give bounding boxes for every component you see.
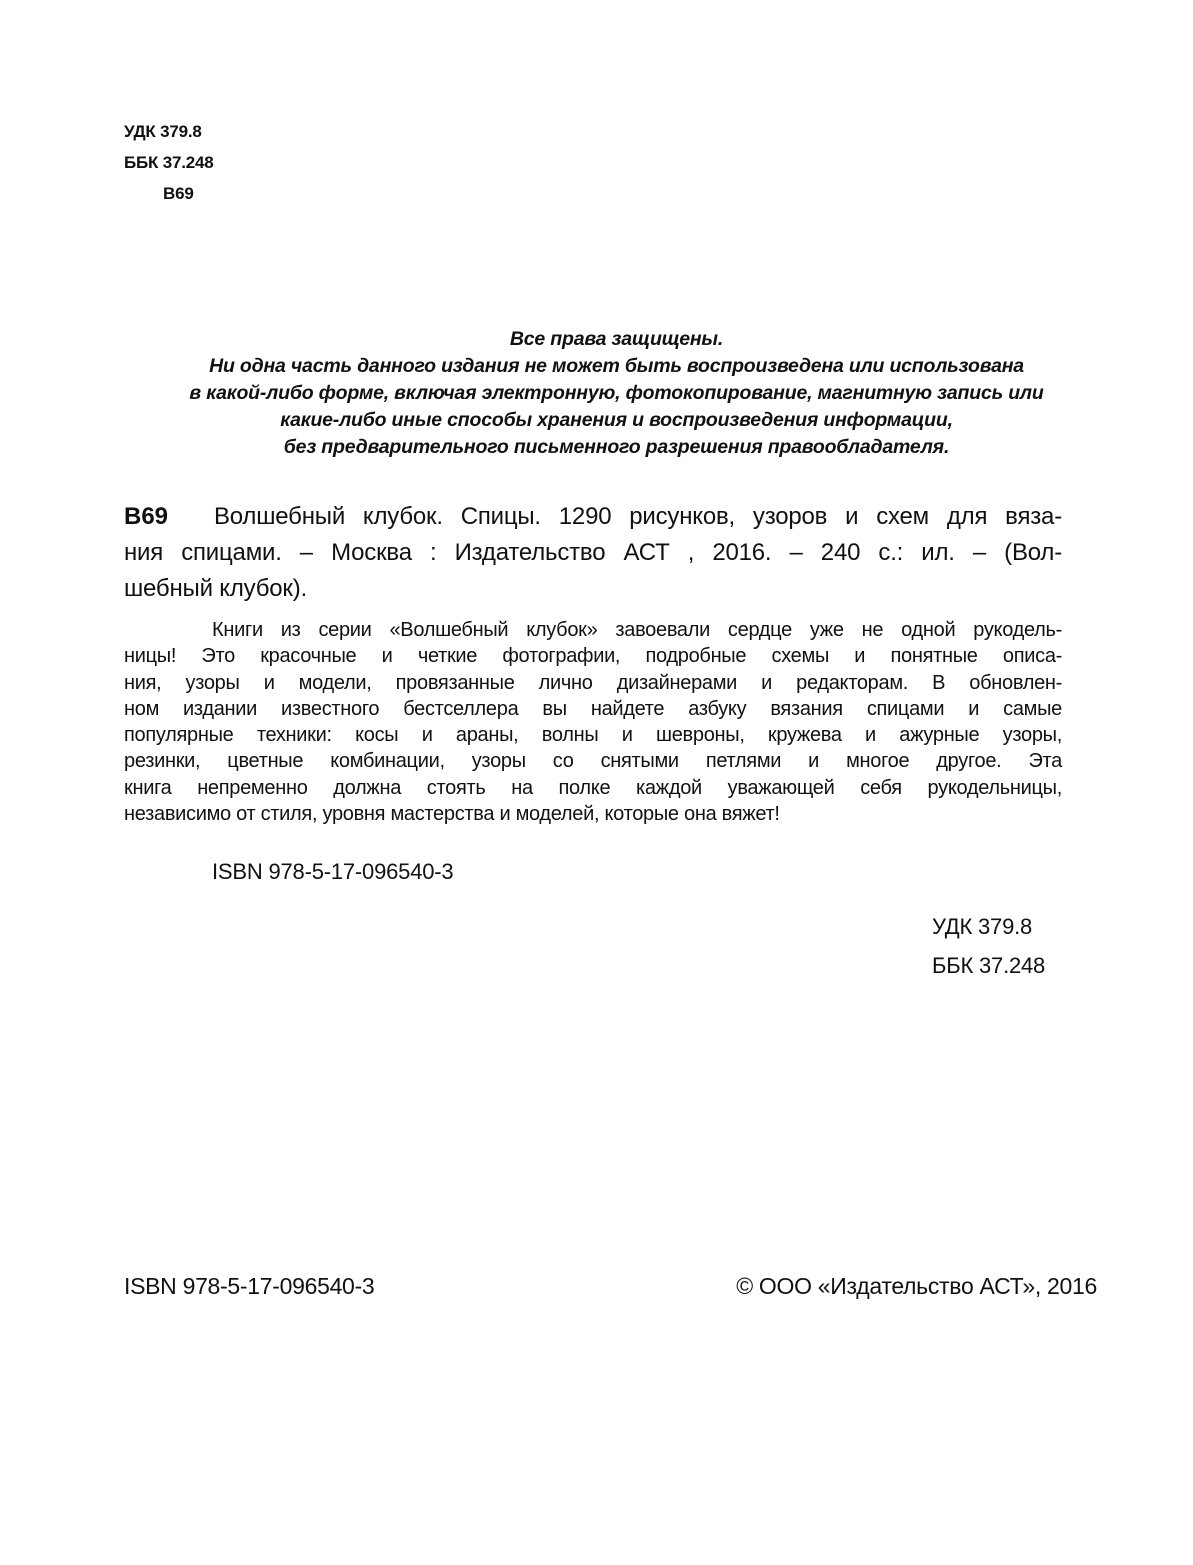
annotation-line: резинки, цветные комбинации, узоры со снятыми петлями и многое другое. Эта [124,750,1062,773]
biblio-author-mark: В69 [124,503,169,530]
annotation-line: независимо от стиля, уровня мастерства и моделей, которые она вяжет! [124,803,780,826]
footer-isbn: ISBN 978-5-17-096540-3 [124,1273,375,1299]
biblio-line: ния спицами. – Москва : Издательство АСТ , 2016. – 240 с.: ил. – (Вол- [124,539,1062,566]
rights-line: без предварительного письменного разрешения правообладателя. [283,436,950,458]
rights-line: Ни одна часть данного издания не может быть воспроизведена или использована [209,355,1024,377]
rights-line: какие-либо иные способы хранения и воспроизведения информации, [280,409,953,431]
bbk-code-right: ББК 37.248 [932,953,1046,978]
udk-code-right: УДК 379.8 [932,914,1033,939]
rights-notice [80,326,1153,461]
rights-line: Все права защищены. [509,328,724,350]
biblio-line: шебный клубок). [124,575,307,602]
isbn-inner: ISBN 978-5-17-096540-3 [212,859,454,884]
annotation-body [124,643,1062,827]
bbk-code-top: ББК 37.248 [124,153,214,172]
udk-code-top: УДК 379.8 [124,122,202,141]
footer-copyright: © ООО «Издательство АСТ», 2016 [736,1273,1097,1299]
annotation-line: ном издании известного бестселлера вы найдете азбуку вязания спицами и самые [124,697,1062,720]
annotation-line: ния, узоры и модели, провязанные лично дизайнерами и редакторам. В обновлен- [124,671,1062,694]
rights-line: в какой-либо форме, включая электронную, фотокопирование, магнитную запись или [189,382,1044,404]
author-mark-top: В69 [163,184,194,203]
annotation-line: Книги из серии «Волшебный клубок» завоевали сердце уже не одной рукодель- [212,619,1062,641]
annotation [212,617,1062,643]
annotation-line: ницы! Это красочные и четкие фотографии, подробные схемы и понятные описа- [124,645,1062,668]
biblio-line: Волшебный клубок. Спицы. 1290 рисунков, узоров и схем для вяза- [214,503,1062,530]
annotation-line: популярные техники: косы и араны, волны и шевроны, кружева и ажурные узоры, [124,724,1062,747]
annotation-line: книга непременно должна стоять на полке каждой уважающей себя рукодельницы, [124,776,1062,799]
